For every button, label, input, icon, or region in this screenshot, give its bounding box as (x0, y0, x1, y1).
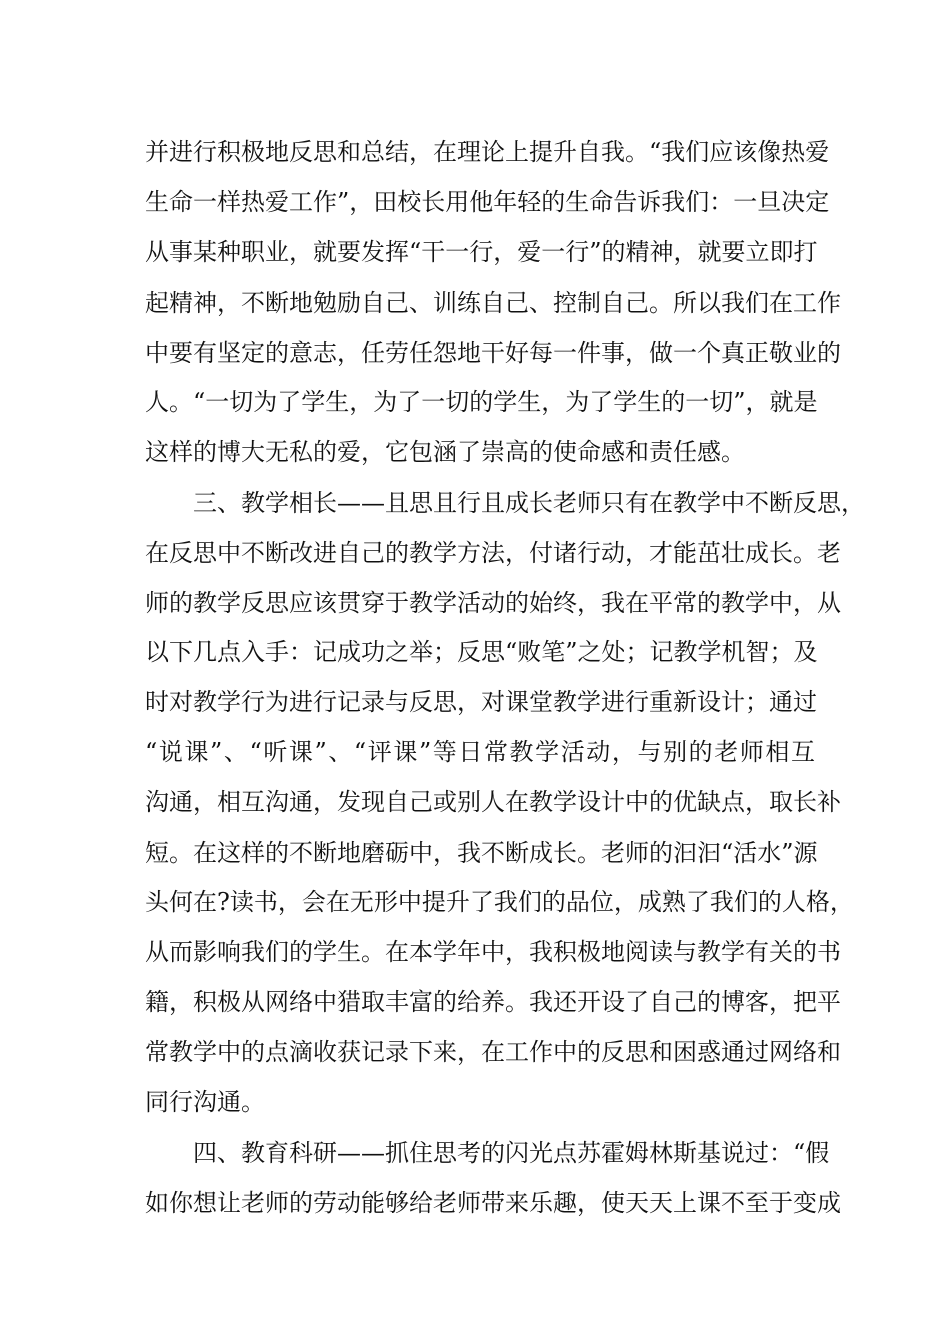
text-line: 在反思中不断改进自己的教学方法，付诸行动，才能茁壮成长。老 (145, 539, 841, 567)
text-line: 同行沟通。 (145, 1088, 265, 1116)
text-line: 从而影响我们的学生。在本学年中，我积极地阅读与教学有关的书 (145, 938, 841, 966)
text-line: 以下几点入手：记成功之举；反思“败笔”之处；记教学机智；及 (145, 638, 818, 666)
text-line: 人。“一切为了学生，为了一切的学生，为了学生的一切”，就是 (145, 388, 818, 416)
text-line: 中要有坚定的意志，任劳任怨地干好每一件事，做一个真正敬业的 (145, 339, 841, 367)
text-line: 生命一样热爱工作”，田校长用他年轻的生命告诉我们：一旦决定 (145, 188, 830, 216)
text-line: 这样的博大无私的爱，它包涵了崇高的使命感和责任感。 (145, 438, 745, 466)
text-line: 常教学中的点滴收获记录下来，在工作中的反思和困惑通过网络和 (145, 1038, 841, 1066)
text-line: 籍，积极从网络中猎取丰富的给养。我还开设了自己的博客，把平 (145, 988, 841, 1016)
text-line: 三、教学相长——且思且行且成长老师只有在教学中不断反思， (193, 489, 865, 517)
text-line: 沟通，相互沟通，发现自己或别人在教学设计中的优缺点，取长补 (145, 788, 841, 816)
text-line: 并进行积极地反思和总结，在理论上提升自我。“我们应该像热爱 (145, 138, 830, 166)
text-line: 头何在?读书，会在无形中提升了我们的品位，成熟了我们的人格， (145, 888, 854, 916)
text-line: 从事某种职业，就要发挥“干一行，爱一行”的精神，就要立即打 (145, 238, 818, 266)
text-line: 四、教育科研——抓住思考的闪光点苏霍姆林斯基说过：“假 (193, 1139, 830, 1167)
text-line: 起精神，不断地勉励自己、训练自己、控制自己。所以我们在工作 (145, 289, 841, 317)
text-line: 时对教学行为进行记录与反思，对课堂教学进行重新设计；通过 (145, 688, 817, 716)
text-line: 短。在这样的不断地磨砺中，我不断成长。老师的汩汩“活水”源 (145, 839, 818, 867)
text-line: “说课”、“听课”、“评课”等日常教学活动，与别的老师相互 (145, 738, 815, 766)
text-line: 师的教学反思应该贯穿于教学活动的始终，我在平常的教学中，从 (145, 589, 841, 617)
text-line: 如你想让老师的劳动能够给老师带来乐趣，使天天上课不至于变成 (145, 1189, 841, 1217)
